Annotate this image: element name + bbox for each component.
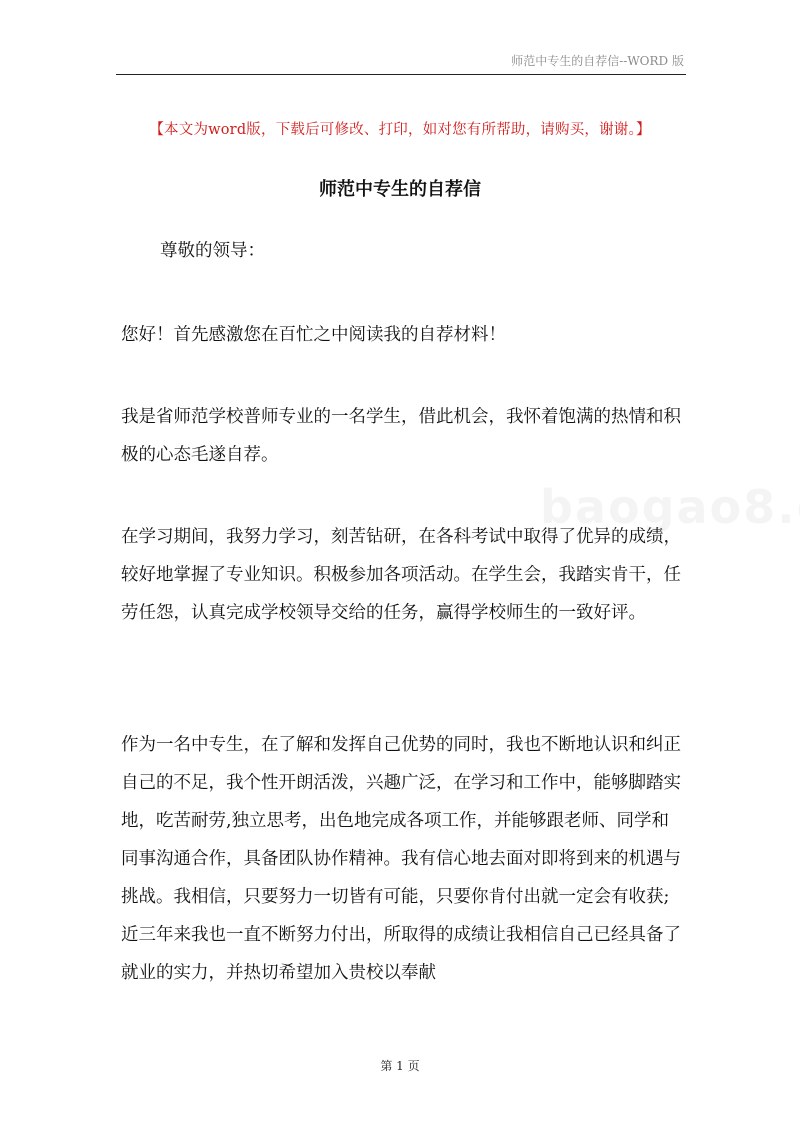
salutation: 尊敬的领导： — [160, 241, 265, 261]
running-header: 师范中专生的自荐信--WORD 版 — [511, 54, 684, 68]
page-number: 第 1 页 — [380, 1059, 420, 1073]
header-divider — [116, 74, 686, 75]
paragraph-greeting: 您好！首先感激您在百忙之中阅读我的自荐材料！ — [121, 325, 506, 345]
paragraph-introduction: 我是省师范学校普师专业的一名学生，借此机会，我怀着饱满的热情和积极的心态毛遂自荐。 — [121, 407, 681, 465]
download-notice: 【本文为word版，下载后可修改、打印，如对您有所帮助，请购买，谢谢。】 — [149, 122, 651, 138]
paragraph-self-assessment: 作为一名中专生，在了解和发挥自己优势的同时，我也不断地认识和纠正自己的不足，我个性开朗活泼，兴趣广泛，在学习和工作中，能够脚踏实地，吃苦耐劳,独立思考，出色地完成各项工作，并能够跟老师、同学和同事沟通合作，具备团队协作精神。我有信心地去面对即将到来的机遇与挑战。我相信，只要努力一切皆有可能，只要你肯付出就一定会有收获;近三年来我也一直不断努力付出，所取得的成绩让我相信自己已经具备了就业的实力，并热切希望加入贵校以奉献 — [121, 735, 681, 983]
paragraph-study: 在学习期间，我努力学习，刻苦钻研，在各科考试中取得了优异的成绩，较好地掌握了专业知识。积极参加各项活动。在学生会，我踏实肯干，任劳任怨，认真完成学校领导交给的任务，赢得学校师生的一致好评。 — [121, 527, 681, 623]
document-title: 师范中专生的自荐信 — [319, 179, 481, 200]
